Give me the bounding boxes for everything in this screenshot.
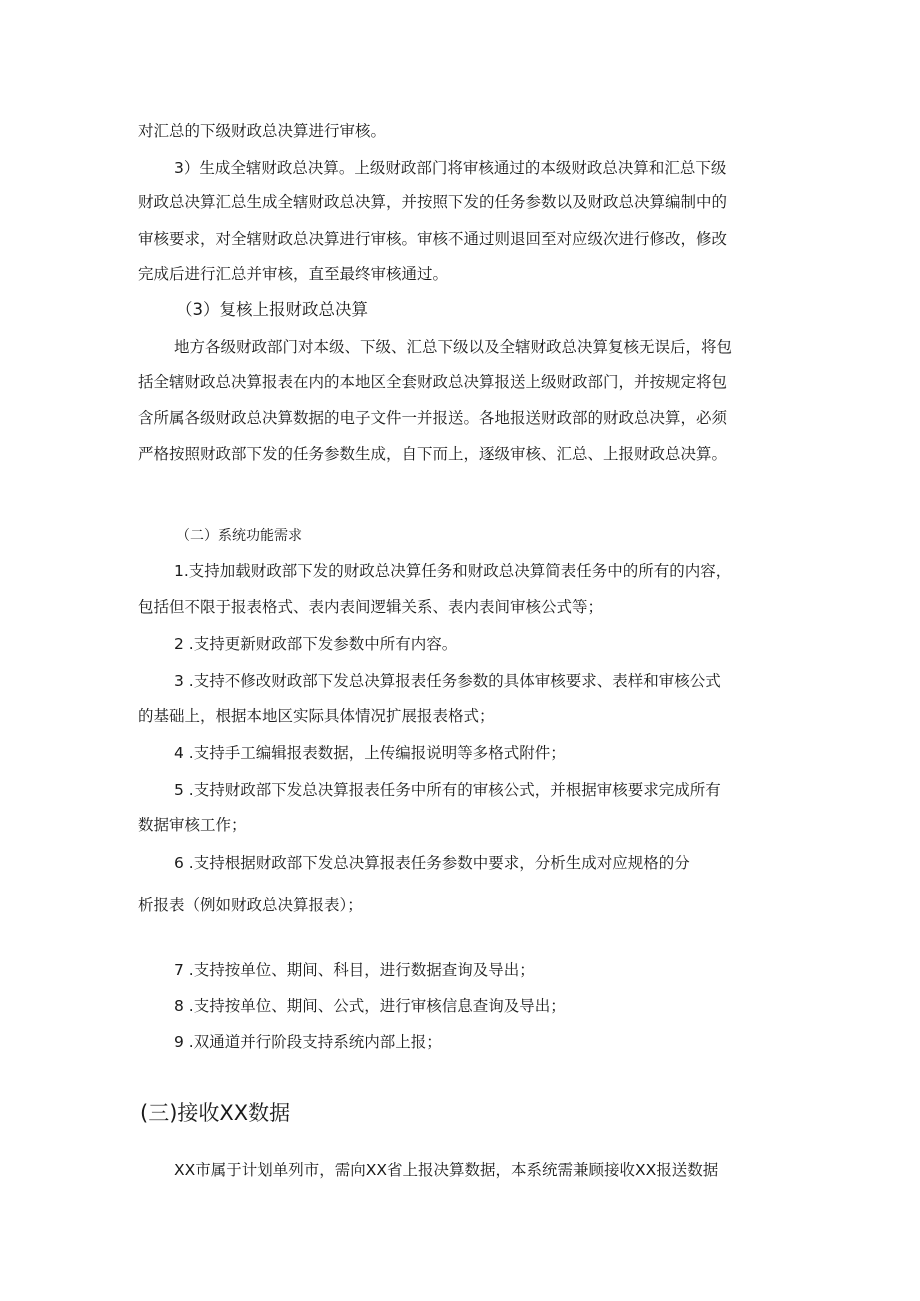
- text-line: 含所属各级财政总决算数据的电子文件一并报送。各地报送财政部的财政总决算，必须: [138, 409, 728, 427]
- text-line: 完成后进行汇总并审核，直至最终审核通过。: [138, 265, 449, 283]
- list-item: 4 .支持手工编辑报表数据，上传编报说明等多格式附件；: [174, 744, 566, 762]
- text-line: 严格按照财政部下发的任务参数生成，自下而上，逐级审核、汇总、上报财政总决算。: [138, 445, 728, 463]
- list-item: 6 .支持根据财政部下发总决算报表任务参数中要求，分析生成对应规格的分: [174, 854, 690, 872]
- text-line: XX市属于计划单列市，需向XX省上报决算数据，本系统需兼顾接收XX报送数据: [174, 1161, 719, 1179]
- text-line: 审核要求，对全辖财政总决算进行审核。审核不通过则退回至对应级次进行修改，修改: [138, 230, 728, 248]
- list-item: 5 .支持财政部下发总决算报表任务中所有的审核公式，并根据审核要求完成所有: [174, 781, 721, 799]
- list-item: 包括但不限于报表格式、表内表间逻辑关系、表内表间审核公式等；: [138, 598, 604, 616]
- list-item: 3 .支持不修改财政部下发总决算报表任务参数的具体审核要求、表样和审核公式: [174, 672, 721, 690]
- list-item: 数据审核工作；: [138, 816, 247, 834]
- section-heading: （二）系统功能需求: [176, 528, 302, 544]
- list-item: 8 .支持按单位、期间、公式，进行审核信息查询及导出；: [174, 997, 566, 1015]
- text-line: 地方各级财政部门对本级、下级、汇总下级以及全辖财政总决算复核无误后，将包: [174, 338, 733, 356]
- text-line: 对汇总的下级财政总决算进行审核。: [138, 122, 387, 140]
- list-item: 1.支持加载财政部下发的财政总决算任务和财政总决算简表任务中的所有的内容，: [174, 562, 732, 580]
- section-heading: （3）复核上报财政总决算: [176, 300, 368, 319]
- text-line: 3）生成全辖财政总决算。上级财政部门将审核通过的本级财政总决算和汇总下级: [174, 159, 727, 177]
- text-line: 括全辖财政总决算报表在内的本地区全套财政总决算报送上级财政部门，并按规定将包: [138, 373, 728, 391]
- chapter-heading: (三)接收XX数据: [140, 1101, 291, 1125]
- list-item: 7 .支持按单位、期间、科目，进行数据查询及导出；: [174, 961, 535, 979]
- list-item: 析报表（例如财政总决算报表）；: [138, 896, 363, 914]
- list-item: 的基础上，根据本地区实际具体情况扩展报表格式；: [138, 707, 495, 725]
- text-line: 财政总决算汇总生成全辖财政总决算，并按照下发的任务参数以及财政总决算编制中的: [138, 193, 728, 211]
- list-item: 9 .双通道并行阶段支持系统内部上报；: [174, 1033, 442, 1051]
- list-item: 2 .支持更新财政部下发参数中所有内容。: [174, 635, 458, 653]
